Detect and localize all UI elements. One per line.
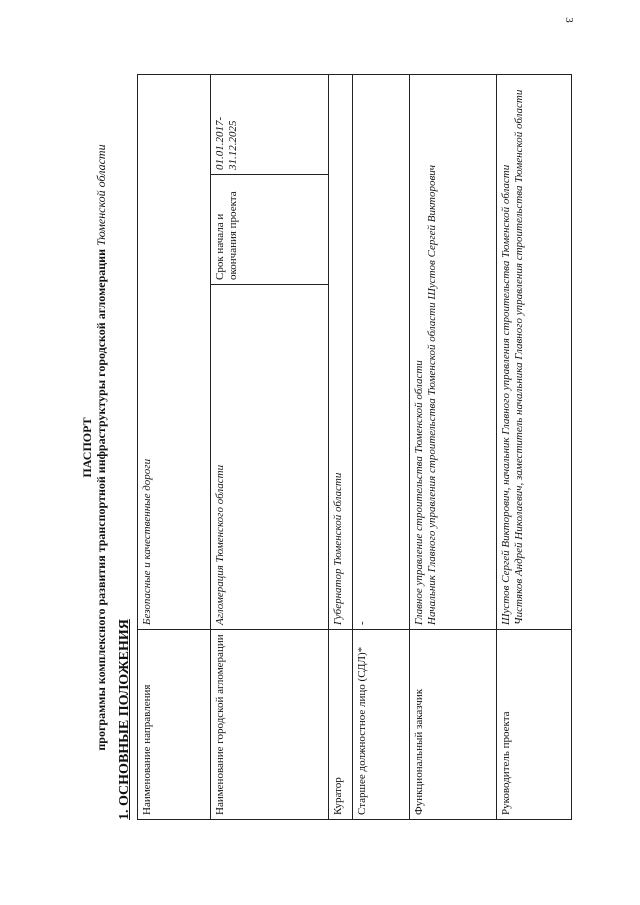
- manager-primary: Шустов Сергей Викторович, начальник Главного управления строительства Тюменской области: [500, 164, 512, 625]
- senior-label: Старшее должностное лицо (СДЛ)*: [353, 630, 410, 820]
- rotated-page-content: [80, 75, 590, 820]
- customer-label: Функциональный заказчик: [410, 630, 497, 820]
- customer-head: Начальник Главного управления строительства Тюменской области Шустов Сергей Викторович: [426, 165, 438, 625]
- customer-organization: Главное управление строительства Тюменской области: [413, 360, 425, 625]
- curator-label: Куратор: [329, 630, 353, 820]
- curator-value: Губернатор Тюменской области: [329, 74, 353, 629]
- term-label: Срок начала и окончания проекта: [211, 175, 329, 285]
- subtitle-region: Тюменской области: [94, 144, 108, 247]
- manager-value: [497, 74, 572, 629]
- manager-deputy: Чистяков Андрей Николаевич, заместитель начальника Главного управления строительства Тюменской области: [513, 89, 525, 625]
- section-heading: 1. ОСНОВНЫЕ ПОЛОЖЕНИЯ: [117, 619, 132, 820]
- document-title: ПАСПОРТ: [80, 417, 94, 478]
- table-row-direction: [138, 74, 211, 819]
- passport-table: [137, 74, 572, 820]
- manager-label: Руководитель проекта: [497, 630, 572, 820]
- document-subtitle: [94, 75, 108, 820]
- page-number: 3: [562, 17, 575, 23]
- table-row-agglomeration: [211, 74, 329, 819]
- subtitle-main: программы комплексного развития транспортной инфраструктуры городской агломерации: [94, 249, 108, 751]
- customer-value: [410, 74, 497, 629]
- direction-label: Наименование направления: [138, 630, 211, 820]
- direction-value: Безопасные и качественные дороги: [138, 74, 211, 629]
- agglomeration-value: Агломерация Тюменского области: [211, 285, 329, 630]
- table-row-curator: [329, 74, 353, 819]
- table-row-manager: [497, 74, 572, 819]
- table-row-senior: [353, 74, 410, 819]
- agglomeration-label: Наименование городской агломерации: [211, 630, 329, 820]
- table-row-customer: [410, 74, 497, 819]
- senior-value: -: [356, 621, 368, 625]
- term-value: 01.01.2017-31.12.2025: [211, 74, 329, 174]
